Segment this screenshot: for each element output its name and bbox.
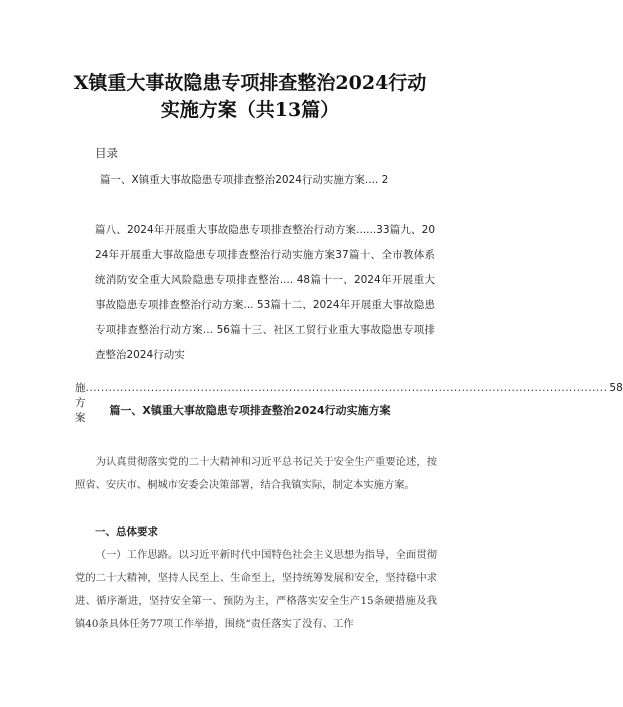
toc-entry-label: 施方案 (75, 382, 86, 424)
toc-page-number: 58 (609, 382, 623, 394)
heading-general-requirements: 一、总体要求 (95, 526, 158, 538)
paragraph-work-idea: （一）工作思路。以习近平新时代中国特色社会主义思想为指导，全面贯彻党的二十大精神，坚持人民至上、生命至上，坚持统筹发展和安全，坚持稳中求进、循序渐进，坚持安全第一、预防为主，严格落实安全生产15条硬措施及我镇40条具体任务77项工作举措，围绕“责任落实了没有、工作 (75, 549, 437, 630)
title-line-2: 实施方案（共13篇） (160, 99, 340, 121)
toc-entries-8-13[interactable]: 篇八、2024年开展重大事故隐患专项排查整治行动方案......33篇九、2024年开展重大事故隐患专项排查整治行动实施方案37篇十、全市教体系统消防安全重大风险隐患专项排查整治.... 48篇十一、2024年开展重大事故隐患专项排查整治行动方案... 53篇十二、2024年开展重大事故隐患专项排查整治行动方案... 56篇十三、社区工贸行业重大事故隐患专项排查整治2024行动实 (95, 224, 435, 361)
toc-leader-dots: ........................................................................................................................................ (85, 382, 608, 394)
toc-entry-1[interactable]: 篇一、X镇重大事故隐患专项排查整治2024行动实施方案.... 2 (100, 174, 389, 186)
title-line-1: X镇重大事故隐患专项排查整治2024行动 (73, 72, 427, 94)
toc-heading: 目录 (95, 146, 118, 160)
intro-paragraph: 为认真贯彻落实党的二十大精神和习近平总书记关于安全生产重要论述，按照省、安庆市、桐城市安委会决策部署，结合我镇实际，制定本实施方案。 (75, 456, 437, 491)
section-title: 篇一、X镇重大事故隐患专项排查整治2024行动实施方案 (109, 404, 391, 417)
document-title (60, 70, 440, 124)
